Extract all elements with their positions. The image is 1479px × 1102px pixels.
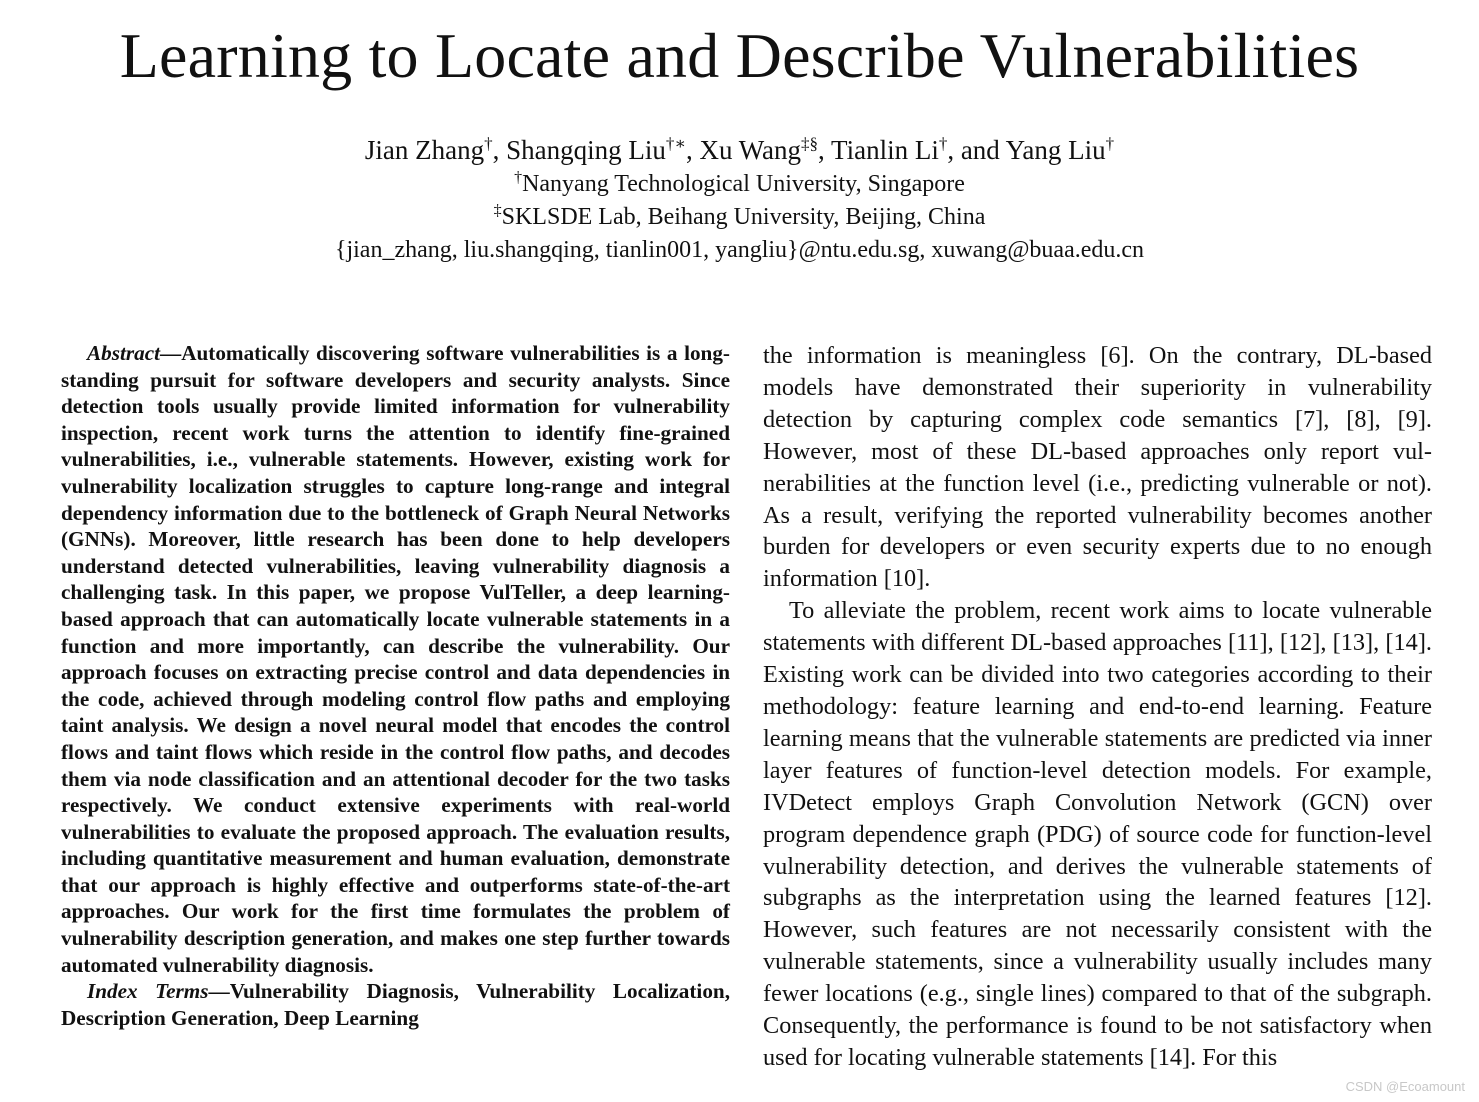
affiliation-text: Nanyang Technological University, Singapore xyxy=(522,171,965,197)
paper-title: Learning to Locate and Describe Vulnerabilities xyxy=(119,20,1360,91)
abstract xyxy=(61,340,730,978)
index-terms xyxy=(61,978,730,1031)
author-name: Tianlin Li xyxy=(831,135,939,165)
author-emails: {jian_zhang, liu.shangqing, tianlin001, yangliu}@ntu.edu.sg, xuwang@buaa.edu.cn xyxy=(334,237,1145,263)
abstract-text: Automatically discovering software vulnerabilities is a long-standing pursuit for software developers and security analysts. Since detection tools usually provide limited information for vulnerability inspection, recent work turns the attention to identify fine-grained vulnerabilities, i.e., vulnerable statements. However, existing work for vulnerability localization struggles to capture long-range and integral dependency information due to the bottleneck of Graph Neural Networks (GNNs). Moreover, little research has been done to help developers understand detected vulnerabilities, leaving vulnerability diagnosis a challenging task. In this paper, we propose VulTeller, a deep learning-based approach that can automatically locate vulnerable statements in a function and more importantly, can describe the vulnerability. Our approach focuses on extracting precise control and data dependencies in the code, achieved through modeling control flow paths and employing taint analysis. We design a novel neural model that encodes the control flows and taint flows which reside in the control flow paths, and decodes them via node classification and an attentional decoder for the two tasks respectively. We conduct extensive experiments with real-world vulnerabilities to evaluate the proposed approach. The evaluation results, including quantitative measurement and human evaluation, demonstrate that our approach is highly effective and outperforms state-of-the-art approaches. Our work for the first time formulates the problem of vulnerability description generation, and makes one step further towards automated vulnerability diagnosis. xyxy=(61,341,730,977)
index-terms-label: Index Terms xyxy=(87,979,209,1004)
author-separator: , and xyxy=(947,135,1006,165)
author-separator: , xyxy=(492,135,507,165)
abstract-label: Abstract xyxy=(87,341,160,365)
affiliation-beihang xyxy=(0,202,1479,232)
author-name: Shangqing Liu xyxy=(506,135,666,165)
left-column xyxy=(61,340,730,1031)
author-name: Jian Zhang xyxy=(364,135,485,165)
author-marks: ‡§ xyxy=(801,134,819,153)
affiliation-mark: † xyxy=(514,169,523,186)
author-line xyxy=(0,133,1479,167)
author-separator: , xyxy=(818,135,832,165)
author-marks: †∗ xyxy=(665,134,686,153)
author-marks: † xyxy=(484,134,493,153)
index-terms-text: Vulnerability Diagnosis, Vulnerability Localization, Description Generation, Deep Learning xyxy=(61,979,730,1030)
affiliation-mark: ‡ xyxy=(493,202,502,219)
watermark: CSDN @Ecoamount xyxy=(1345,1079,1465,1094)
right-column xyxy=(763,340,1432,1074)
author-marks: † xyxy=(1105,134,1115,153)
affiliation-text: SKLSDE Lab, Beihang University, Beijing, China xyxy=(501,204,986,230)
author-name: Yang Liu xyxy=(1005,135,1106,165)
body-paragraph-2: To alleviate the problem, recent work aims to locate vulnerable statements with different DL-based approaches [11], [12], [13], [14]. Existing work can be divided into two categories according to their methodology: feature learning and end-to-end learning. Feature learning means that the vulnerable statements are predicted via inner layer features of function-level detection models. For example, IVDetect employs Graph Convolution Network (GCN) over program dependence graph (PDG) of source code for function-level vulnerability detection, and derives the vulnerable statements of subgraphs as the interpretation using the learned features [12]. However, such features are not necessarily consistent with the vulnerable statements, since a vulnerability usually includes many fewer locations (e.g., single lines) compared to that of the subgraph. Consequently, the performance is found to be not satisfactory when used for locating vulnerable statements [14]. For this xyxy=(763,597,1432,1071)
affiliation-ntu xyxy=(0,169,1479,199)
author-name: Xu Wang xyxy=(699,135,802,165)
abstract-dash: — xyxy=(160,341,182,365)
author-separator: , xyxy=(685,135,700,165)
body-paragraph-1: the information is meaningless [6]. On the contrary, DL-based models have demonstrated their superiority in vulnerability detection by capturing complex code semantics [7], [8], [9]. However, most of these DL-based approaches only report vulnerabilities at the function level (i.e., predicting vulnerable or not). As a result, verifying the reported vulnerability becomes another burden for developers or even security experts due to no enough information [10]. xyxy=(763,342,1432,593)
index-terms-dash: — xyxy=(208,979,230,1004)
author-marks: † xyxy=(938,134,948,153)
